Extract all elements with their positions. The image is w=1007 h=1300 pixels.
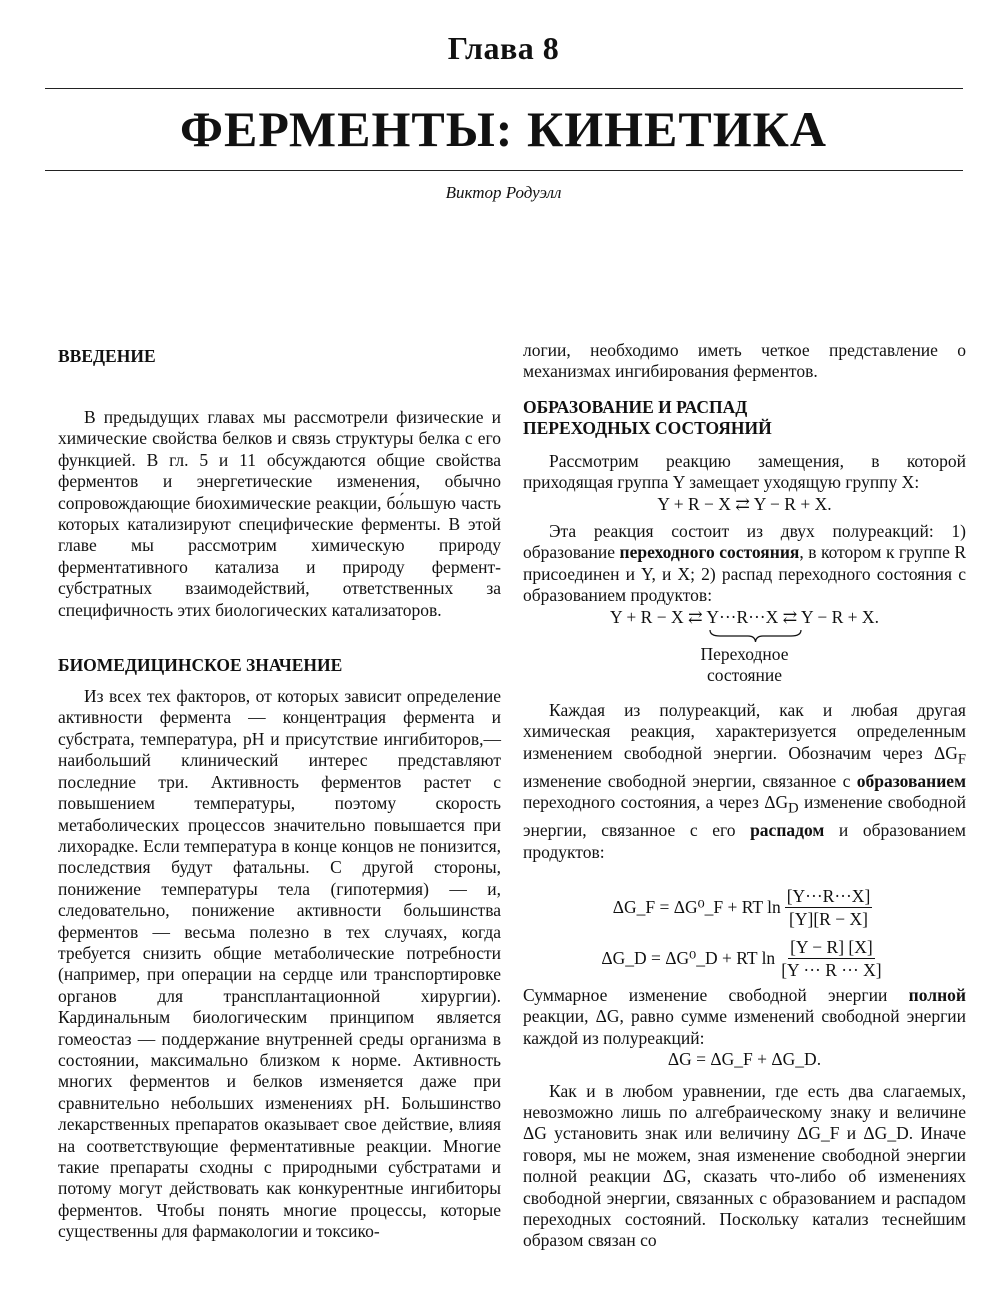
- intro-paragraph: В предыдущих главах мы рассмотрели физические и химические свойства белков и связь структуры белка с его функцией. В гл. 5 и 11 обсуждаются общие свойства ферментов и энергетические изменения, обычно сопровождающие биохимические реакции, бо́льшую часть которых катализируют специфические ферменты. В этой главе мы рассмотрим химическую природу ферментативного катализа и природу фермент-субстратных взаимодействий, ответственных за специфичность этих биологических катализаторов.: [58, 407, 501, 620]
- brace-icon: [708, 628, 803, 644]
- chapter-title: ФЕРМЕНТЫ: КИНЕТИКА: [180, 101, 827, 157]
- heading-line-2: ПЕРЕХОДНЫХ СОСТОЯНИЙ: [523, 417, 772, 438]
- equation-half-reactions: Y + R − X ⇄ Y···R···X ⇄ Y − R + X.: [610, 606, 879, 627]
- section-heading-intro: ВВЕДЕНИЕ: [58, 346, 156, 366]
- transition-state-brace: [523, 628, 966, 690]
- sign-paragraph: Как и в любом уравнении, где есть два слагаемых, невозможно лишь по алгебраическому знаку и величине ΔG установить знак или величину ΔG_F и ΔG_D. Иначе говоря, мы не можем, зная изменение свободной энергии полной реакции ΔG, сказать что-либо об изменениях свободной энергии, связанных с образованием и распадом переходных состояний. Поскольку катализ теснейшим образом связан со: [523, 1080, 966, 1251]
- equation-delta-g-decay: ΔG_D = ΔG⁰_D + RT ln $\frac{[Y - R] [X]}{[Y \cdot\cdot\cdot R \cdot\cdot\cdot X]}$: [601, 936, 882, 980]
- equation-total: ΔG = ΔG_F + ΔG_D.: [667, 1049, 822, 1070]
- left-column: [58, 340, 501, 1243]
- chapter-number: Глава 8: [447, 30, 560, 66]
- term-transition-state: переходного состояния: [619, 542, 800, 563]
- total-free-energy-paragraph: Суммарное изменение свободной энергии полной реакции, ΔG, равно сумме изменений свободной энергии каждой из полуреакций:: [523, 984, 966, 1048]
- equation-delta-g-formation: ΔG_F = ΔG⁰_F + RT ln $\frac{[Y\cdot\cdot\cdot R\cdot\cdot\cdot X]}{[Y][R - X]}$: [612, 885, 871, 929]
- author: Виктор Родуэлл: [445, 183, 562, 202]
- title-rule: [45, 170, 963, 171]
- brace-label: Переходное состояние: [700, 644, 789, 686]
- free-energy-paragraph: Каждая из полуреакций, как и любая другая химическая реакция, характеризуется определенным изменением свободной энергии. Обозначим через $\Delta G_F$ изменение свободной энергии, связанное с образованием переходного состояния, а через $\Delta G_D$ изменение свободной энергии, связанное с его распадом и образованием продуктов:: [523, 700, 966, 862]
- heading-line-1: ОБРАЗОВАНИЕ И РАСПАД: [523, 396, 748, 417]
- top-rule: [45, 88, 963, 89]
- biomedical-paragraph: Из всех тех факторов, от которых зависит определение активности фермента — концентрация фермента и субстрата, температура, pH и присутствие ингибиторов,— наибольший клинический интерес представляют последние три. Активность ферментов растет с повышением температуры, поэтому скорость метаболических процессов значительно повышается при лихорадке. Если температура в конце концов не понизится, последствия будут фатальны. С другой стороны, понижение температуры тела (гипотермия) — и, следовательно, понижение активности большинства ферментов — весьма полезно в тех случаях, когда требуется снизить общие метаболические потребности (например, при операции на сердце или транспортировке органов для трансплантационной хирургии). Кардинальным биологическим принципом является гомеостаз — поддержание внутренней среды организма в состоянии, максимально близком к норме. Активность многих ферментов и белков изменяется даже при сравнительно небольших изменениях pH. Большинство лекарственных препаратов оказывает свое действие, влияя на соответствующие ферментативные реакции. Многие такие препараты сходны с природными субстратами и потому могут действовать как конкурентные ингибиторы ферментов. Чтобы понять многие процессы, которые существенны для фармакологии и токсико-: [58, 686, 501, 1242]
- section-heading-biomedical: БИОМЕДИЦИНСКОЕ ЗНАЧЕНИЕ: [58, 655, 343, 676]
- substitution-paragraph: Рассмотрим реакцию замещения, в которой приходящая группа Y замещает уходящую группу X:: [523, 450, 966, 493]
- half-reactions-paragraph: Эта реакция состоит из двух полуреакций: 1) образование переходного состояния, в котором к группе R присоединен и Y, и X; 2) распад переходного состояния с образованием продуктов:: [523, 521, 966, 606]
- right-column: [523, 340, 966, 1252]
- equation-substitution: Y + R − X ⇄ Y − R + X.: [657, 493, 832, 514]
- section-heading-transition: [523, 397, 966, 439]
- continuation-paragraph: логии, необходимо иметь четкое представление о механизмах ингибирования ферментов.: [523, 340, 966, 382]
